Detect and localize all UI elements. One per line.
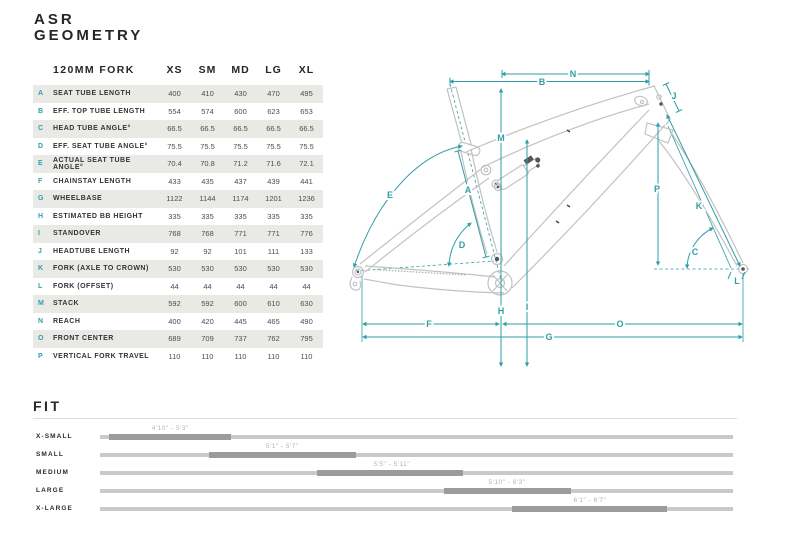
row-value: 335	[201, 211, 214, 221]
row-value: 66.5	[200, 124, 215, 134]
row-value: 530	[234, 264, 247, 274]
geometry-row	[33, 120, 323, 138]
row-value: 437	[234, 176, 247, 186]
row-value: 110	[201, 351, 214, 361]
row-label: VERTICAL FORK TRAVEL	[53, 352, 150, 360]
row-value: 600	[234, 106, 247, 116]
row-value: 592	[201, 299, 214, 309]
row-letter: O	[38, 335, 44, 343]
row-value: 1201	[265, 194, 282, 204]
fit-size-label: X-SMALL	[36, 433, 73, 440]
fit-height-bar	[100, 461, 733, 475]
fit-size-label: MEDIUM	[36, 469, 69, 476]
row-value: 110	[168, 351, 181, 361]
row-letter: H	[38, 212, 44, 220]
row-value: 133	[300, 246, 313, 256]
row-letter: D	[38, 142, 44, 150]
row-value: 70.8	[200, 159, 215, 169]
row-value: 75.5	[299, 141, 314, 151]
row-value: 737	[234, 334, 247, 344]
row-letter: N	[38, 317, 44, 325]
row-value: 530	[168, 264, 181, 274]
row-value: 111	[267, 246, 280, 256]
geometry-row	[33, 348, 323, 366]
row-value: 495	[300, 89, 313, 99]
row-value: 630	[300, 299, 313, 309]
dim-label-axle-to-crown: K	[695, 201, 703, 211]
size-column-header: SM	[198, 64, 217, 76]
row-label: FRONT CENTER	[53, 335, 114, 343]
row-value: 92	[203, 246, 212, 256]
geometry-row	[33, 225, 323, 243]
row-value: 574	[201, 106, 214, 116]
row-value: 44	[236, 281, 245, 291]
row-letter: I	[38, 230, 40, 238]
row-value: 44	[269, 281, 278, 291]
geometry-row	[33, 138, 323, 156]
fit-size-label: X-LARGE	[36, 505, 73, 512]
row-value: 709	[201, 334, 214, 344]
geometry-row	[33, 260, 323, 278]
dim-label-seat-tube-length: A	[464, 185, 472, 195]
row-value: 776	[300, 229, 313, 239]
row-value: 71.6	[266, 159, 281, 169]
row-value: 689	[168, 334, 181, 344]
row-value: 771	[267, 229, 280, 239]
row-letter: L	[38, 282, 43, 290]
row-letter: B	[38, 107, 44, 115]
row-value: 92	[170, 246, 179, 256]
geometry-row	[33, 190, 323, 208]
row-label: FORK (AXLE TO CROWN)	[53, 265, 149, 273]
row-value: 44	[302, 281, 311, 291]
row-letter: K	[38, 265, 44, 273]
row-label: ACTUAL SEAT TUBE ANGLE°	[53, 156, 131, 171]
row-value: 1144	[199, 194, 216, 204]
size-column-header: XL	[298, 64, 315, 76]
row-value: 439	[267, 176, 280, 186]
dim-label-wheelbase: G	[545, 332, 553, 342]
row-value: 768	[201, 229, 214, 239]
dim-label-eff-top-tube: B	[538, 77, 546, 87]
row-value: 530	[300, 264, 313, 274]
row-value: 110	[300, 351, 313, 361]
dim-label-stack: M	[497, 133, 505, 143]
geometry-row	[33, 155, 323, 173]
row-value: 400	[168, 316, 181, 326]
row-label: CHAINSTAY LENGTH	[53, 177, 132, 185]
size-column-header: MD	[231, 64, 250, 76]
row-value: 430	[234, 89, 247, 99]
fit-height-range-segment	[444, 488, 571, 494]
dim-label-eff-seat-angle: D	[458, 240, 466, 250]
fit-height-range-label: 5'5" - 5'11"	[373, 461, 411, 468]
row-label: EFF. TOP TUBE LENGTH	[53, 107, 146, 115]
row-value: 433	[168, 176, 181, 186]
row-value: 75.5	[200, 141, 215, 151]
reference-lines	[356, 84, 749, 280]
fit-height-bar	[100, 443, 733, 457]
dimension-lines	[354, 70, 745, 366]
row-label: HEADTUBE LENGTH	[53, 247, 131, 255]
row-value: 420	[201, 316, 214, 326]
title-line2: GEOMETRY	[34, 27, 144, 44]
row-value: 554	[168, 106, 181, 116]
frame-outline	[350, 86, 747, 295]
geometry-table-header	[33, 61, 323, 79]
row-value: 653	[300, 106, 313, 116]
geometry-row	[33, 85, 323, 103]
row-value: 44	[203, 281, 212, 291]
fit-height-range-label: 6'1" - 6'7"	[573, 497, 607, 504]
dim-label-actual-seat-angle: E	[386, 190, 394, 200]
row-value: 66.5	[266, 124, 281, 134]
row-value: 110	[234, 351, 247, 361]
geometry-row	[33, 313, 323, 331]
row-letter: J	[38, 247, 42, 255]
row-value: 335	[267, 211, 280, 221]
size-column-header: XS	[166, 64, 183, 76]
row-value: 101	[234, 246, 247, 256]
row-value: 335	[300, 211, 313, 221]
dim-label-bb-height: H	[497, 306, 505, 316]
row-value: 410	[201, 89, 214, 99]
row-value: 75.5	[233, 141, 248, 151]
row-value: 445	[234, 316, 247, 326]
row-value: 771	[234, 229, 247, 239]
row-value: 435	[201, 176, 214, 186]
fit-height-range-label: 4'10" - 5'3"	[151, 425, 189, 432]
row-letter: G	[38, 195, 44, 203]
row-value: 530	[201, 264, 214, 274]
dim-label-reach: N	[569, 69, 577, 79]
row-letter: A	[38, 90, 44, 98]
dim-label-chainstay: F	[426, 319, 432, 329]
row-value: 768	[168, 229, 181, 239]
fit-height-range-label: 5'1" - 5'7"	[265, 443, 299, 450]
dimension-labels	[387, 69, 740, 342]
row-label: SEAT TUBE LENGTH	[53, 90, 131, 98]
dim-label-fork-offset: L	[734, 276, 740, 286]
row-value: 72.1	[299, 159, 314, 169]
row-value: 71.2	[233, 159, 248, 169]
geometry-row	[33, 278, 323, 296]
geometry-row	[33, 295, 323, 313]
fit-height-range-segment	[109, 434, 231, 440]
page-title	[34, 12, 143, 44]
dim-label-headtube-length: J	[671, 91, 677, 101]
dim-label-fork-travel: P	[653, 184, 661, 194]
row-value: 623	[267, 106, 280, 116]
fit-height-bar	[100, 497, 733, 511]
row-value: 1236	[298, 194, 315, 204]
row-value: 1174	[232, 194, 249, 204]
size-column-header: LG	[265, 64, 282, 76]
row-value: 592	[168, 299, 181, 309]
row-label: STACK	[53, 300, 80, 308]
title-line1: ASR	[34, 11, 75, 28]
row-value: 470	[267, 89, 280, 99]
row-value: 66.5	[167, 124, 182, 134]
fit-size-label: SMALL	[36, 451, 64, 458]
geometry-table-rows	[33, 85, 323, 365]
row-value: 335	[234, 211, 247, 221]
row-label: STANDOVER	[53, 230, 101, 238]
fit-height-range-segment	[512, 506, 667, 512]
geometry-row	[33, 103, 323, 121]
row-label: WHEELBASE	[53, 195, 103, 203]
fit-height-range-segment	[317, 470, 463, 476]
fit-height-range-segment	[209, 452, 356, 458]
row-value: 1122	[166, 194, 183, 204]
row-value: 75.5	[266, 141, 281, 151]
dim-label-front-center: O	[616, 319, 624, 329]
geometry-row	[33, 208, 323, 226]
row-letter: P	[38, 352, 43, 360]
row-value: 490	[300, 316, 313, 326]
row-value: 335	[168, 211, 181, 221]
dim-label-standover: I	[525, 302, 529, 312]
row-value: 110	[267, 351, 280, 361]
fit-size-label: LARGE	[36, 487, 65, 494]
row-label: HEAD TUBE ANGLE°	[53, 125, 131, 133]
row-label: ESTIMATED BB HEIGHT	[53, 212, 143, 220]
row-label: REACH	[53, 317, 81, 325]
fit-divider	[33, 418, 737, 419]
row-value: 441	[300, 176, 313, 186]
row-letter: F	[38, 177, 43, 185]
row-value: 66.5	[233, 124, 248, 134]
fit-section-title: FIT	[33, 398, 62, 414]
fit-height-bar	[100, 479, 733, 493]
geometry-table	[33, 61, 323, 365]
row-value: 762	[267, 334, 280, 344]
row-value: 44	[170, 281, 179, 291]
row-label: FORK (OFFSET)	[53, 282, 114, 290]
row-value: 530	[267, 264, 280, 274]
fit-height-bar	[100, 425, 733, 439]
row-value: 610	[267, 299, 280, 309]
row-letter: C	[38, 125, 44, 133]
fork-column-header: 120MM FORK	[53, 64, 135, 76]
row-value: 795	[300, 334, 313, 344]
row-value: 400	[168, 89, 181, 99]
row-value: 75.5	[167, 141, 182, 151]
dim-label-head-angle: C	[691, 247, 699, 257]
row-value: 465	[267, 316, 280, 326]
row-letter: E	[38, 160, 43, 168]
geometry-row	[33, 173, 323, 191]
row-value: 600	[234, 299, 247, 309]
geometry-row	[33, 243, 323, 261]
geometry-row	[33, 330, 323, 348]
bike-geometry-diagram	[340, 55, 800, 385]
row-value: 70.4	[167, 159, 182, 169]
row-label: EFF. SEAT TUBE ANGLE°	[53, 142, 148, 150]
row-letter: M	[38, 300, 44, 308]
row-value: 66.5	[299, 124, 314, 134]
fit-height-range-label: 5'10" - 6'3"	[488, 479, 526, 486]
